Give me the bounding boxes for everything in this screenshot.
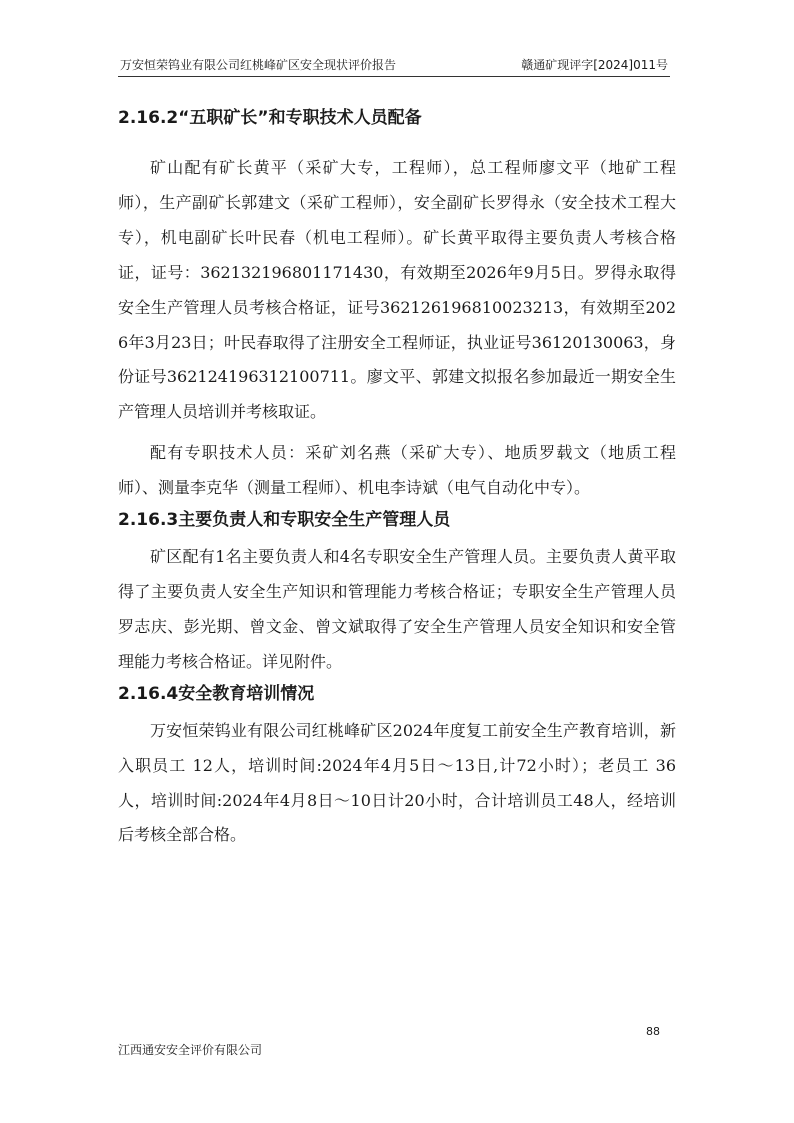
header-report-title: 万安恒荣钨业有限公司红桃峰矿区安全现状评价报告 — [120, 58, 397, 72]
section-heading-2-16-3: 2.16.3主要负责人和专职安全生产管理人员 — [118, 510, 451, 531]
header-report-number: 赣通矿现评字[2024]011号 — [521, 58, 668, 72]
section-heading-2-16-4: 2.16.4安全教育培训情况 — [118, 683, 315, 704]
paragraph-technical-staff: 配有专职技术人员：采矿刘名燕（采矿大专）、地质罗载文（地质工程师）、测量李克华（测量工程师）、机电李诗斌（电气自动化中专）。 — [118, 443, 676, 498]
section-heading-2-16-2: 2.16.2“五职矿长”和专职技术人员配备 — [118, 108, 422, 128]
header-rule — [118, 76, 670, 77]
paragraph-safety-managers: 矿区配有1名主要负责人和4名专职安全生产管理人员。主要负责人黄平取得了主要负责人安全生产知识和管理能力考核合格证；专职安全生产管理人员罗志庆、彭光期、曾文金、曾文斌取得了安全生产管理人员安全知识和安全管理能力考核合格证。详见附件。 — [118, 547, 676, 671]
page-footer-company: 江西通安安全评价有限公司 — [118, 1043, 263, 1057]
paragraph-mine-managers: 矿山配有矿长黄平（采矿大专，工程师），总工程师廖文平（地矿工程师），生产副矿长郭建文（采矿工程师），安全副矿长罗得永（安全技术工程大专），机电副矿长叶民春（机电工程师）。矿长黄平取得主要负责人考核合格证，证号：362132196801171430，有效期至2026年9月5日。罗得永取得安全生产管理人员考核合格证，证号362126196810023213，有效期至2026年3月23日；叶民春取得了注册安全工程师证，执业证号36120130063，身份证号362124196312100711。廖文平、郭建文拟报名参加最近一期安全生产管理人员培训并考核取证。 — [118, 158, 676, 422]
page-number: 88 — [646, 1025, 660, 1038]
page-content — [118, 104, 676, 853]
paragraph-safety-training: 万安恒荣钨业有限公司红桃峰矿区2024年度复工前安全生产教育培训，新入职员工 12人，培训时间:2024年4月5日～13日,计72小时）；老员工 36 人，培训时间:2024年4月8日～10日计20小时，合计培训员工48人，经培训后考核全部合格。 — [118, 720, 676, 845]
